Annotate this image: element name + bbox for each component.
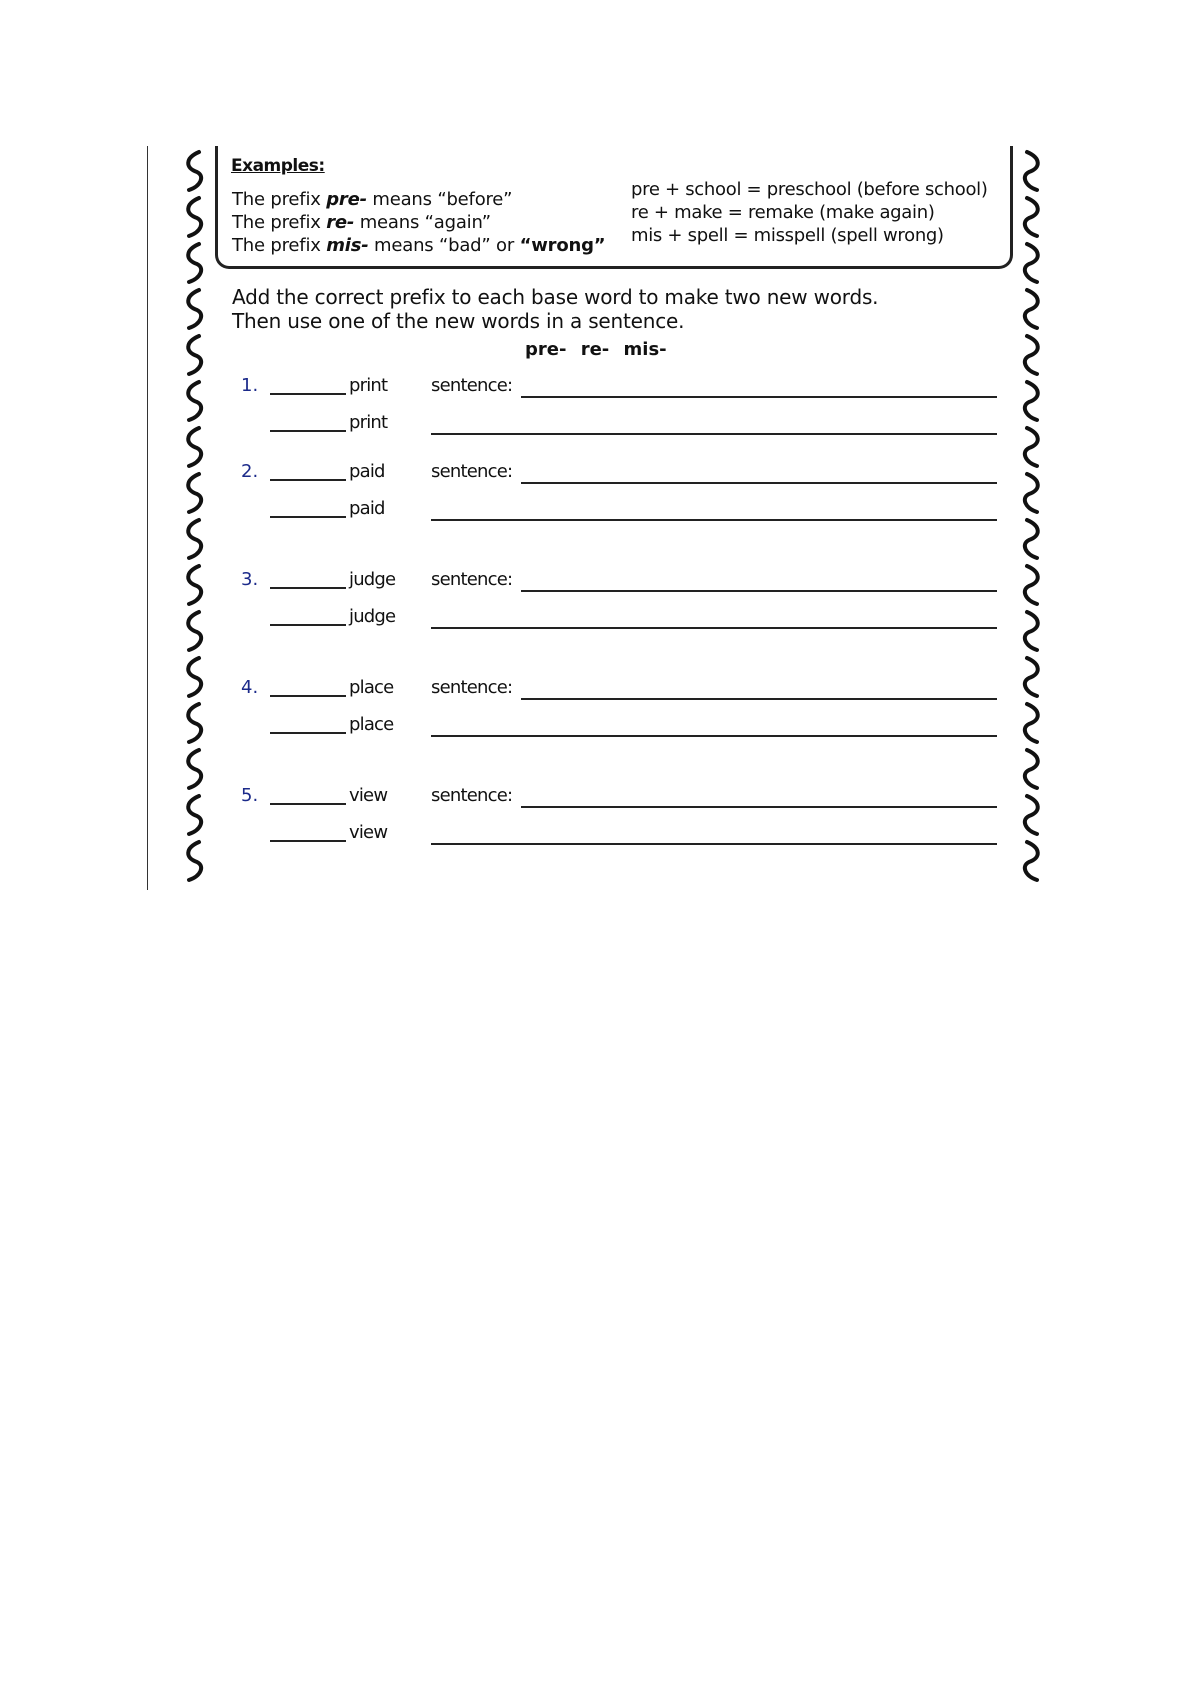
prefix-term: re- — [326, 212, 355, 233]
base-word: place — [349, 714, 394, 735]
definition-line — [232, 211, 605, 234]
word-bank: pre- re- mis- — [525, 339, 667, 360]
sentence-label: sentence: — [431, 569, 513, 590]
sentence-line[interactable] — [521, 806, 997, 808]
worksheet — [147, 146, 1061, 890]
item-row-primary — [147, 569, 1061, 599]
base-word: print — [349, 375, 388, 396]
sentence-label: sentence: — [431, 461, 513, 482]
item-row-primary — [147, 461, 1061, 491]
prefix-blank[interactable] — [270, 587, 346, 589]
item-number: 5. — [241, 785, 259, 806]
sentence-line[interactable] — [431, 735, 997, 737]
item-row-secondary — [147, 412, 1061, 442]
sentence-line[interactable] — [521, 698, 997, 700]
prefix-blank[interactable] — [270, 479, 346, 481]
example-equation: pre + school = preschool (before school) — [631, 179, 988, 200]
prefix-term: mis- — [326, 235, 369, 256]
base-word: paid — [349, 498, 385, 519]
prefix-blank[interactable] — [270, 732, 346, 734]
definition-text: means “again” — [354, 212, 491, 233]
example-equation: mis + spell = misspell (spell wrong) — [631, 225, 944, 246]
example-equation: re + make = remake (make again) — [631, 202, 935, 223]
instruction-line: Then use one of the new words in a sentence. — [232, 309, 685, 333]
item-row-secondary — [147, 714, 1061, 744]
base-word: paid — [349, 461, 385, 482]
sentence-label: sentence: — [431, 375, 513, 396]
item-row-primary — [147, 785, 1061, 815]
sentence-line[interactable] — [431, 843, 997, 845]
item-row-primary — [147, 677, 1061, 707]
sentence-line[interactable] — [521, 590, 997, 592]
definition-text: The prefix — [232, 212, 327, 233]
sentence-line[interactable] — [521, 482, 997, 484]
sentence-label: sentence: — [431, 677, 513, 698]
definition-text: means “before” — [366, 189, 513, 210]
base-word: view — [349, 785, 388, 806]
prefix-blank[interactable] — [270, 516, 346, 518]
item-row-secondary — [147, 822, 1061, 852]
border-swirl — [188, 152, 201, 190]
item-number: 4. — [241, 677, 259, 698]
sentence-line[interactable] — [431, 519, 997, 521]
definition-text: The prefix — [232, 189, 327, 210]
item-row-secondary — [147, 606, 1061, 636]
item-number: 3. — [241, 569, 259, 590]
base-word: judge — [349, 606, 396, 627]
base-word: place — [349, 677, 394, 698]
border-swirl — [1025, 198, 1038, 236]
definition-text: means “bad” or — [368, 235, 520, 256]
border-swirl — [188, 244, 201, 282]
base-word: judge — [349, 569, 396, 590]
border-swirl — [1025, 336, 1038, 374]
definition-line — [232, 234, 605, 257]
prefix-blank[interactable] — [270, 624, 346, 626]
item-row-primary — [147, 375, 1061, 405]
examples-definitions — [232, 188, 605, 257]
prefix-blank[interactable] — [270, 803, 346, 805]
sentence-line[interactable] — [431, 433, 997, 435]
definition-line — [232, 188, 605, 211]
definition-emphasis: “wrong” — [519, 235, 606, 256]
border-swirl — [188, 750, 201, 788]
item-row-secondary — [147, 498, 1061, 528]
item-number: 1. — [241, 375, 259, 396]
examples-title: Examples: — [231, 156, 325, 176]
prefix-blank[interactable] — [270, 430, 346, 432]
prefix-blank[interactable] — [270, 840, 346, 842]
instruction-line: Add the correct prefix to each base word to make two new words. — [232, 285, 879, 309]
item-number: 2. — [241, 461, 259, 482]
border-swirl — [188, 336, 201, 374]
sentence-label: sentence: — [431, 785, 513, 806]
sentence-line[interactable] — [521, 396, 997, 398]
instructions — [232, 285, 878, 333]
prefix-blank[interactable] — [270, 695, 346, 697]
border-swirl — [1025, 152, 1038, 190]
base-word: view — [349, 822, 388, 843]
border-swirl — [188, 198, 201, 236]
prefix-term: pre- — [326, 189, 367, 210]
base-word: print — [349, 412, 388, 433]
definition-text: The prefix — [232, 235, 327, 256]
border-swirl — [1025, 244, 1038, 282]
border-swirl — [188, 290, 201, 328]
border-swirl — [1025, 290, 1038, 328]
examples-equations — [631, 178, 988, 247]
sentence-line[interactable] — [431, 627, 997, 629]
prefix-blank[interactable] — [270, 393, 346, 395]
border-swirl — [1025, 750, 1038, 788]
